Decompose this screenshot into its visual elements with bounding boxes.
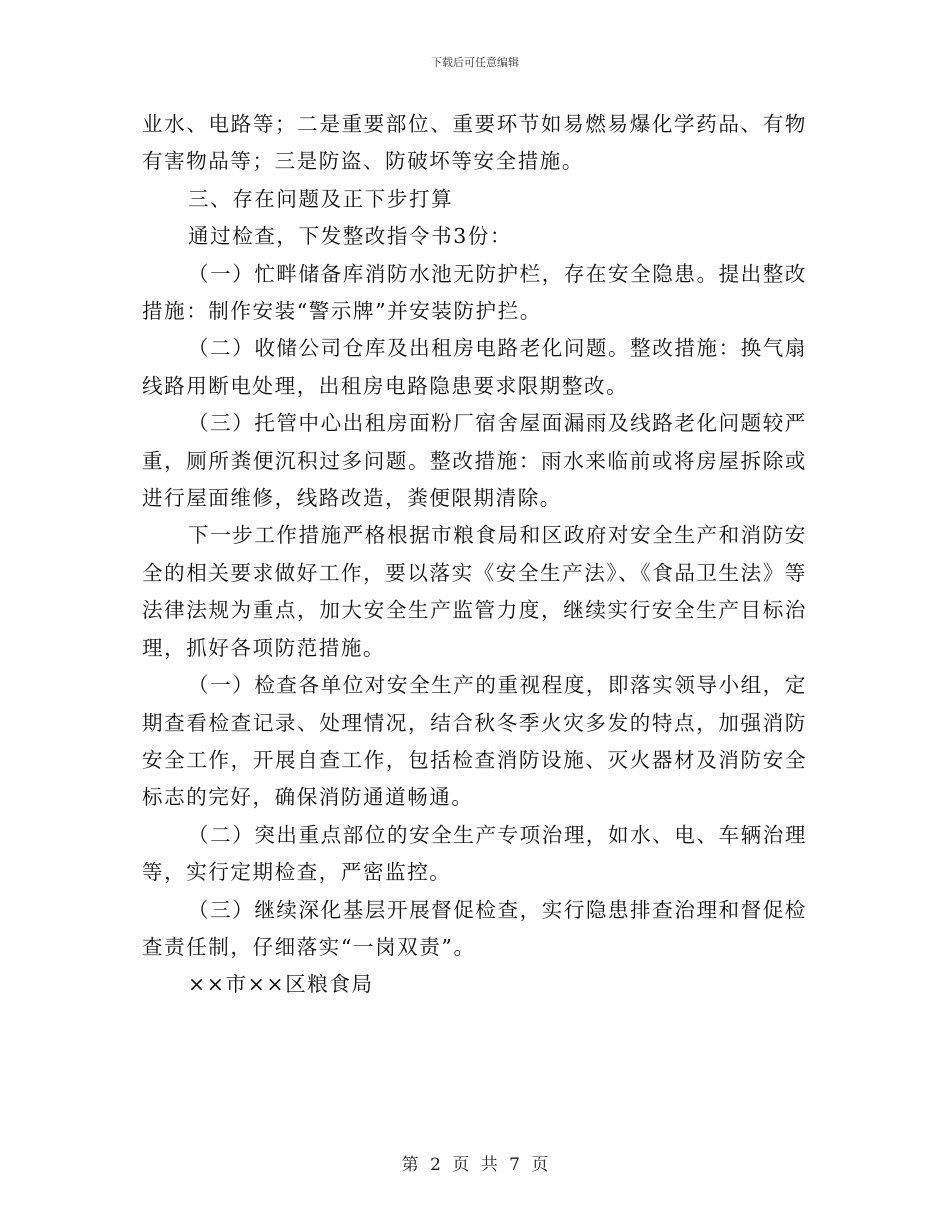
page-footer: 第 2 页 共 7 页: [401, 1155, 549, 1175]
list-item: （一）忙畔储备库消防水池无防护栏，存在安全隐患。提出整改措施：制作安装“警示牌”并安装防护拦。: [142, 261, 807, 324]
section-heading: 三、存在问题及正下步打算: [188, 186, 454, 211]
paragraph: 通过检查，下发整改指令书3份：: [188, 224, 513, 249]
paragraph: 业水、电路等；二是重要部位、重要环节如易燃易爆化学药品、有物有害物品等；三是防盗、防破坏等安全措施。: [142, 112, 807, 174]
signature-line: ××市××区粮食局: [188, 972, 374, 997]
list-item: （三）继续深化基层开展督促检查，实行隐患排查治理和督促检查责任制，仔细落实“一岗双责”。: [142, 897, 807, 959]
list-item: （二）突出重点部位的安全生产专项治理，如水、电、车辆治理等，实行定期检查，严密监控。: [142, 822, 807, 885]
list-item: （二）收储公司仓库及出租房电路老化问题。整改措施：换气扇线路用断电处理，出租房电路隐患要求限期整改。: [142, 336, 807, 398]
page-header: 下载后可任意编辑: [431, 56, 519, 69]
list-item: （一）检查各单位对安全生产的重视程度，即落实领导小组，定期查看检查记录、处理情况，结合秋冬季火灾多发的特点，加强消防安全工作，开展自查工作，包括检查消防设施、灭火器材及消防安全标志的完好，确保消防通道畅通。: [142, 673, 807, 810]
document-body: [142, 106, 807, 1004]
list-item: （三）托管中心出租房面粉厂宿舍屋面漏雨及线路老化问题较严重，厕所粪便沉积过多问题。整改措施：雨水来临前或将房屋拆除或进行屋面维修，线路改造，粪便限期清除。: [142, 411, 807, 511]
paragraph: 下一步工作措施严格根据市粮食局和区政府对安全生产和消防安全的相关要求做好工作，要以落实《安全生产法》、《食品卫生法》等法律法规为重点，加大安全生产监管力度，继续实行安全生产目标治理，抓好各项防范措施。: [142, 523, 807, 660]
